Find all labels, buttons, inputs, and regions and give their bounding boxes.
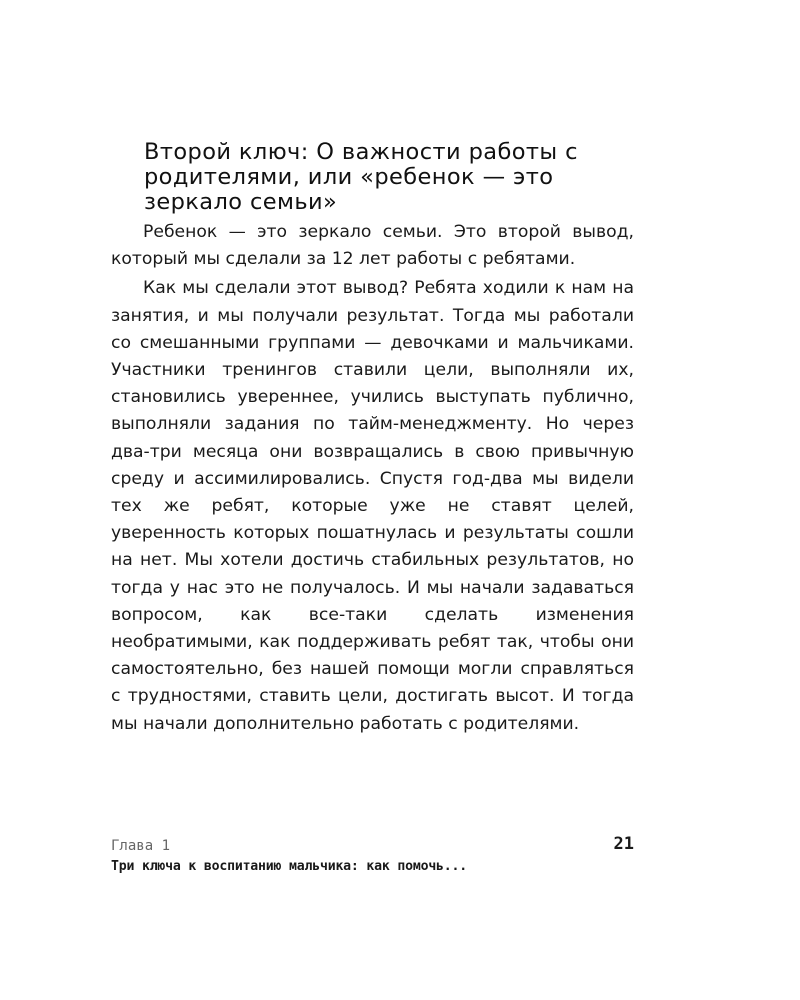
page-content (111, 140, 634, 738)
running-title: Три ключа к воспитанию мальчика: как помочь... (111, 859, 468, 874)
body-paragraph: Ребенок — это зеркало семьи. Это второй вывод, который мы сделали за 12 лет работы с ребятами. (111, 222, 634, 270)
section-heading: Второй ключ: О важности работы с родителями, или «ребенок — это зеркало семьи» (144, 139, 578, 215)
page-footer (111, 836, 634, 878)
chapter-label: Глава 1 (111, 838, 171, 854)
page-number: 21 (613, 834, 634, 854)
body-paragraph: Как мы сделали этот вывод? Ребята ходили к нам на занятия, и мы получали результат. Тогда мы работали со смешанными группами — девочками и мальчиками. Участники тренингов ставили цели, выполняли их, становились увереннее, учились выступать публично, выполняли задания по тайм-менеджменту. Но через два-три месяца они возвращались в свою привычную среду и ассимилировались. Спустя год-два мы видели тех же ребят, которые уже не ставят целей, уверенность которых пошатнулась и результаты сошли на нет. Мы хотели достичь стабильных результатов, но тогда у нас это не получалось. И мы начали задаваться вопросом, как все-таки сделать изменения необратимыми, как поддерживать ребят так, чтобы они самостоятельно, без нашей помощи могли справляться с трудностями, ставить цели, достигать высот. И тогда мы начали дополнительно работать с родителями. (111, 278, 634, 734)
